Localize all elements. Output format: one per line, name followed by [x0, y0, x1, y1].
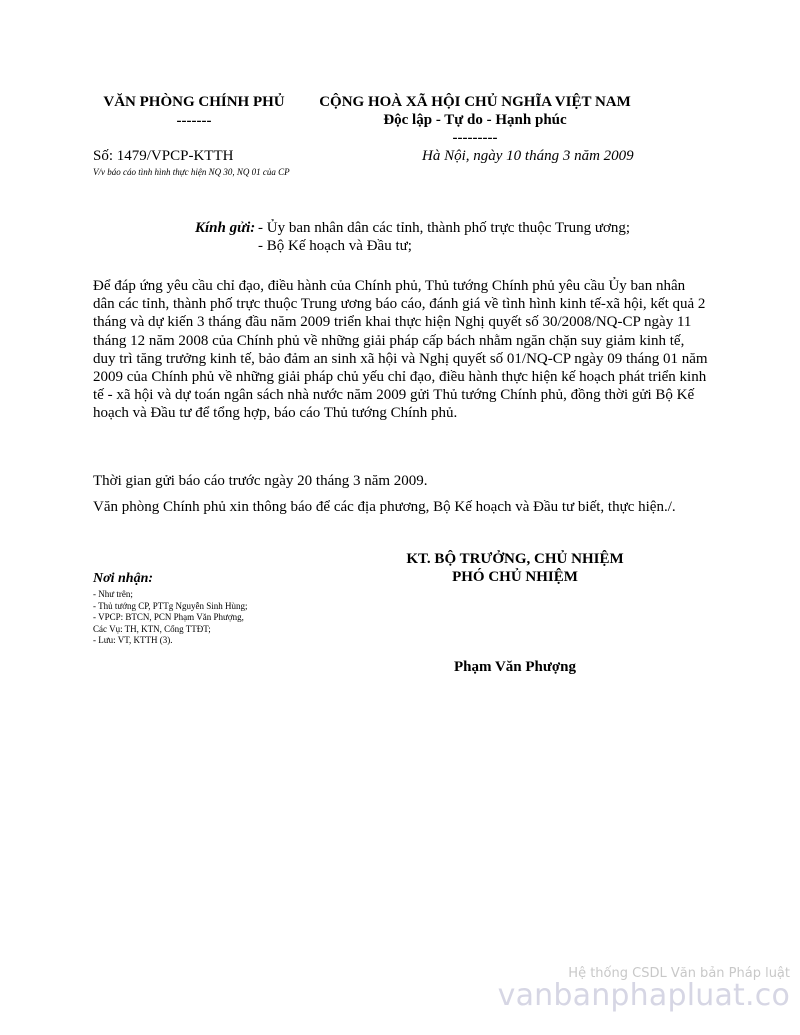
cc-item: - Thủ tướng CP, PTTg Nguyễn Sinh Hùng; — [93, 600, 248, 611]
national-motto: Độc lập - Tự do - Hạnh phúc — [383, 112, 567, 128]
signature-title: KT. BỘ TRƯỞNG, CHỦ NHIỆM — [406, 551, 624, 567]
place-and-date: Hà Nội, ngày 10 tháng 3 năm 2009 — [422, 148, 634, 164]
signature-subtitle: PHÓ CHỦ NHIỆM — [452, 569, 578, 585]
agency-divider: ------- — [176, 113, 212, 129]
watermark-site: vanbanphapluat.co — [497, 978, 790, 1013]
body-paragraph: Để đáp ứng yêu cầu chỉ đạo, điều hành của Chính phủ, Thủ tướng Chính phủ yêu cầu Ủy ban nhân dân các tỉnh, thành phố trực thuộc Trung ương báo cáo, đánh giá về tình hình kinh tế-xã hội, kết quả 2 tháng và dự kiến 3 tháng đầu năm 2009 triển khai thực hiện Nghị quyết số 30/2008/NQ-CP ngày 11 tháng 12 năm 2008 của Chính phủ về những giải pháp cấp bách nhằm ngăn chặn suy giảm kinh tế, duy trì tăng trưởng kinh tế, bảo đảm an sinh xã hội và Nghị quyết số 01/NQ-CP ngày 09 tháng 01 năm 2009 của Chính phủ về những giải pháp chủ yếu chỉ đạo, điều hành thực hiện kế hoạch phát triển kinh tế - xã hội và dự toán ngân sách nhà nước năm 2009 gửi Thủ tướng Chính phủ, đồng thời gửi Bộ Kế hoạch và Đầu tư để tổng hợp, báo cáo Thủ tướng Chính phủ. — [93, 278, 708, 422]
document-subject: V/v báo cáo tình hình thực hiện NQ 30, NQ 01 của CP — [93, 167, 290, 177]
recipient-line: - Ủy ban nhân dân các tỉnh, thành phố trực thuộc Trung ương; — [258, 220, 631, 236]
motto-divider: --------- — [452, 130, 498, 146]
cc-item: - VPCP: BTCN, PCN Phạm Văn Phượng, Các Vụ: TH, KTN, Cổng TTĐT; — [93, 612, 244, 634]
cc-label: Nơi nhận: — [93, 571, 154, 586]
body-paragraph: Thời gian gửi báo cáo trước ngày 20 tháng 3 năm 2009. — [93, 473, 428, 489]
watermark-caption: Hệ thống CSDL Văn bản Pháp luật — [568, 966, 790, 981]
national-title: CỘNG HOÀ XÃ HỘI CHỦ NGHĨA VIỆT NAM — [319, 94, 631, 110]
recipients-block — [195, 219, 635, 255]
cc-item: - Như trên; — [93, 589, 133, 599]
signer-name: Phạm Văn Phượng — [453, 659, 577, 675]
issuing-agency: VĂN PHÒNG CHÍNH PHỦ — [103, 94, 285, 110]
document-number: Số: 1479/VPCP-KTTH — [93, 148, 234, 164]
recipient-line: - Bộ Kế hoạch và Đầu tư; — [258, 238, 412, 254]
cc-list — [93, 589, 303, 647]
recipients-label: Kính gửi: — [195, 220, 256, 236]
body-paragraph: Văn phòng Chính phủ xin thông báo để các địa phương, Bộ Kế hoạch và Đầu tư biết, thực hiện./. — [93, 499, 676, 515]
cc-item: - Lưu: VT, KTTH (3). — [93, 635, 173, 645]
